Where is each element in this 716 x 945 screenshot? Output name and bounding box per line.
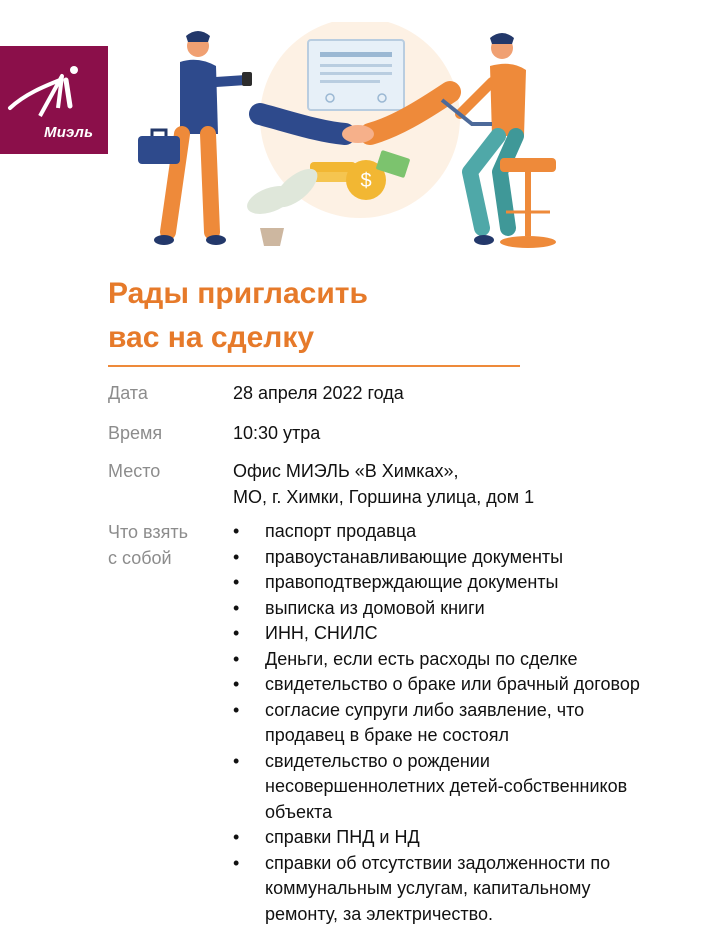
handshake-icon — [342, 125, 374, 143]
bring-list-item — [233, 698, 693, 749]
bring-item-line: согласие супруги либо заявление, что — [265, 699, 585, 720]
bring-list-item — [233, 647, 693, 673]
bring-item-line: выписка из домовой книги — [265, 597, 485, 618]
bring-row — [108, 519, 708, 929]
bring-item-line: несовершеннолетних детей-собственников — [265, 776, 628, 796]
place-row — [108, 458, 708, 512]
title-divider — [108, 365, 520, 367]
stool-icon — [500, 158, 556, 172]
logo-text: Миэль — [44, 124, 94, 141]
bring-list — [233, 519, 693, 927]
title-line-2: вас на сделку — [108, 321, 315, 354]
brand-logo — [0, 46, 108, 154]
bullet-icon: • — [233, 521, 240, 541]
bullet-icon: • — [233, 750, 240, 771]
bullet-icon: • — [233, 597, 240, 618]
title-line-1: Рады пригласить — [108, 277, 368, 310]
plant-pot — [260, 228, 284, 246]
invitation-title — [108, 272, 548, 360]
bullet-icon: • — [233, 852, 240, 873]
deal-illustration — [120, 22, 600, 254]
bring-item-line: паспорт продавца — [265, 521, 417, 541]
bring-list-item — [233, 749, 693, 826]
bring-list-item — [233, 825, 693, 851]
bring-item-line: справки об отсутствии задолженности по — [265, 852, 611, 873]
bring-label — [108, 519, 218, 571]
bring-item-line: ИНН, СНИЛС — [265, 623, 378, 643]
bring-list-item — [233, 851, 693, 928]
left-person — [180, 60, 218, 134]
place-line-1: Офис МИЭЛЬ «В Химках», — [233, 461, 459, 481]
bring-list-item — [233, 545, 693, 571]
bring-list-item — [233, 596, 693, 622]
bring-item-line: Деньги, если есть расходы по сделке — [265, 648, 578, 669]
bring-list-item — [233, 621, 693, 647]
date-label: Дата — [108, 383, 148, 403]
bring-label-line-2: с собой — [108, 548, 172, 568]
bring-list-item — [233, 672, 693, 698]
bring-list-item — [233, 570, 693, 596]
bullet-icon: • — [233, 546, 240, 567]
bullet-icon: • — [233, 623, 240, 643]
bullet-icon: • — [233, 827, 240, 847]
bring-item-line: коммунальным услугам, капитальному — [265, 878, 591, 898]
bullet-icon: • — [233, 699, 240, 720]
bring-item-line: ремонту, за электричество. — [265, 903, 493, 924]
bring-item-line: объекта — [265, 801, 333, 822]
bring-label-line-1: Что взять — [108, 522, 189, 542]
bring-item-line: свидетельство о браке или брачный договор — [265, 674, 640, 694]
bullet-icon: • — [233, 648, 240, 669]
time-label: Время — [108, 423, 163, 443]
bullet-icon: • — [233, 674, 240, 694]
place-line-2: МО, г. Химки, Горшина улица, дом 1 — [233, 487, 535, 507]
bullet-icon: • — [233, 572, 240, 592]
bring-item-line: свидетельство о рождении — [265, 750, 490, 771]
place-label: Место — [108, 461, 161, 481]
bring-item-line: правоустанавливающие документы — [265, 546, 564, 567]
date-value: 28 апреля 2022 года — [233, 383, 404, 403]
bring-list-item — [233, 519, 693, 545]
briefcase-icon — [138, 136, 180, 164]
bring-item-line: продавец в браке не состоял — [265, 725, 510, 745]
bring-item-line: справки ПНД и НД — [265, 827, 420, 847]
time-value: 10:30 утра — [233, 423, 321, 443]
place-value — [233, 458, 534, 510]
svg-text:$: $ — [360, 170, 372, 192]
bring-item-line: правоподтверждающие документы — [265, 572, 559, 592]
right-person — [490, 64, 526, 136]
